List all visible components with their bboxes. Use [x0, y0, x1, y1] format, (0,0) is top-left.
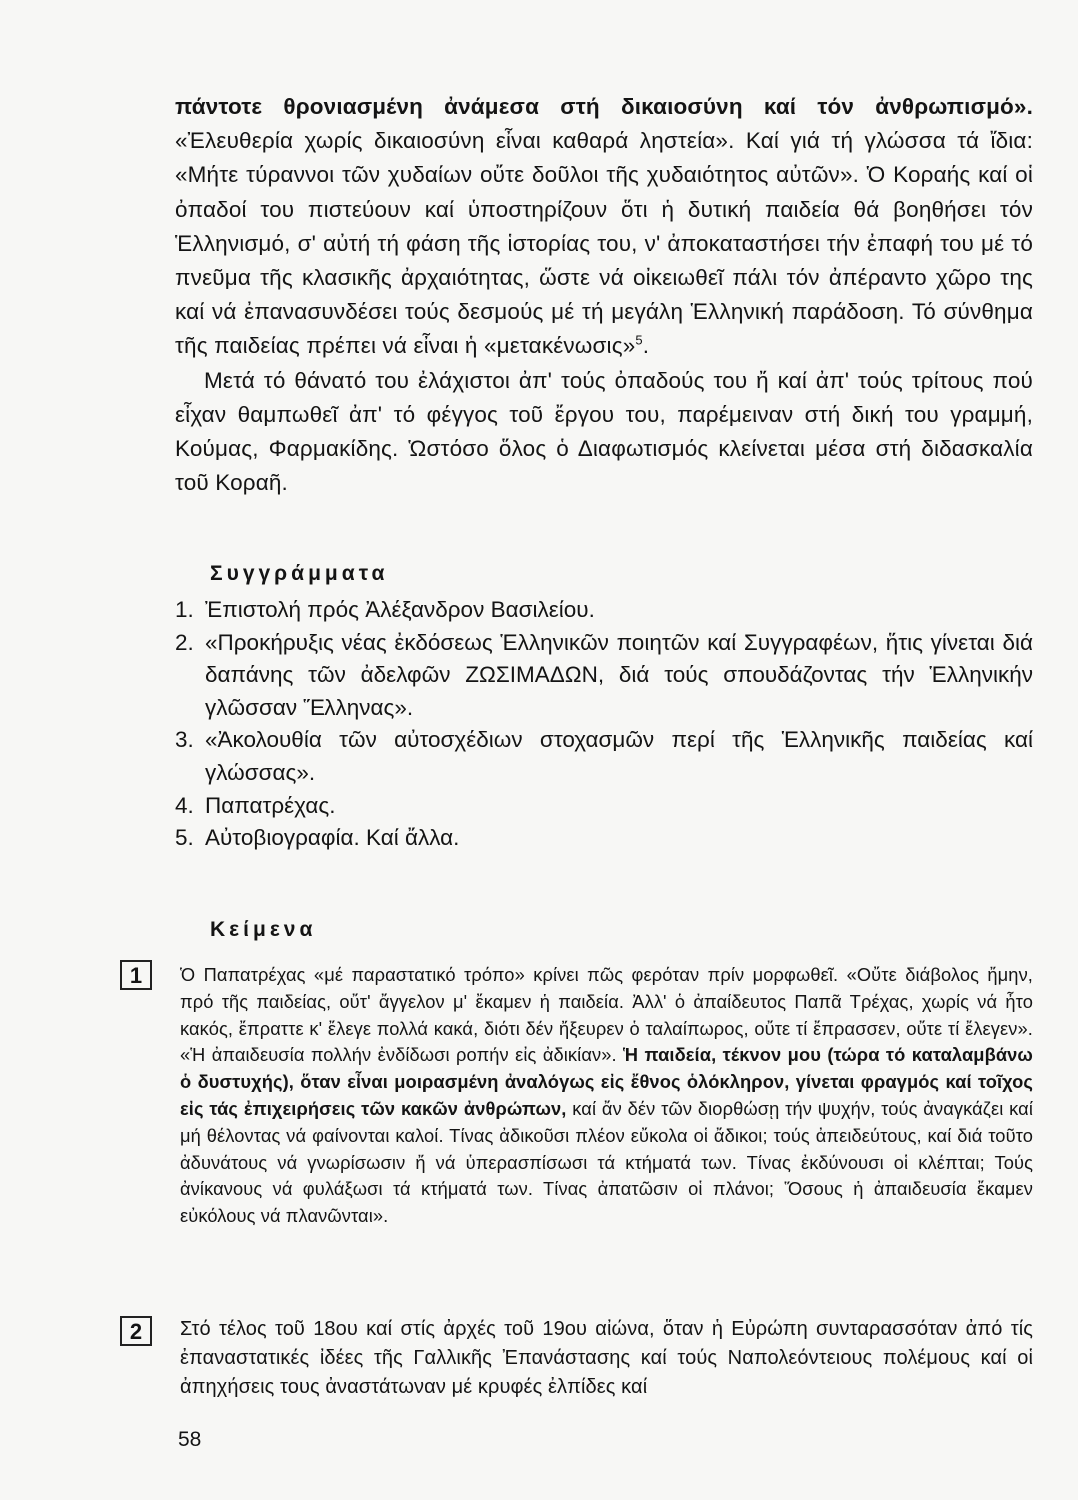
list-item — [175, 594, 1033, 627]
text-excerpt-1 — [180, 962, 1033, 1230]
excerpt-1-rest: καί ἄν δέν τῶν διορθώσῃ τήν ψυχήν, τούς ἀναγκάζει καί μή θέλοντας νά φαίνονται καλοί. Τίνας ἀδικοῦσι πλέον εὔκολα οἱ ἄδικοι; τούς ἀπειδεύτους, καί διά τοῦτο ἀδυνάτους νά γνωρίσωσιν ἤ νά ὑπερασπίσωσι τά κτήματά των. Τίνας ἐκδύνουσι οἱ κλέπται; Τούς ἀνίκανους νά φυλάξωσι τά κτήματά των. Τίνας ἀπατῶσιν οἱ πλάνοι; Ὅσους ἡ ἀπαιδευσία ἔκαμεν εὐκόλους νά πλανῶνται». — [180, 1097, 1033, 1227]
intro-paragraph-2: Μετά τό θάνατό του ἐλάχιστοι ἀπ' τούς ὀπαδούς του ἤ καί ἀπ' τούς τρίτους πού εἶχαν θαμπωθεῖ ἀπ' τό φέγγος τοῦ ἔργου του, παρέμειναν στή δική του γραμμή, Κούμας, Φαρμακίδης. Ὡστόσο ὅλος ὁ Διαφωτισμός κλείνεται μέσα στή διδασκαλία τοῦ Κοραῆ. — [175, 367, 1033, 496]
list-item-text: Ἐπιστολή πρός Ἀλέξανδρον Βασιλείου. — [205, 597, 595, 622]
list-item — [175, 724, 1033, 789]
list-item-number: 1. — [175, 597, 194, 622]
intro-paragraph-1 — [175, 90, 1033, 364]
list-item-number: 2. — [175, 629, 194, 655]
text-excerpt-2: Στό τέλος τοῦ 18ου καί στίς ἀρχές τοῦ 19ου αἰώνα, ὅταν ἡ Εὐρώπη συνταρασσόταν ἀπό τίς ἐπαναστατικές ἰδέες τῆς Γαλλικῆς Ἐπανάστασης καί τούς Ναπολεόντειους πολέμους καί οἱ ἀπηχήσεις τους ἀναστάτωναν μέ κρυφές ἐλπίδες καί — [180, 1318, 1033, 1398]
list-item-text: «Ἀκολουθία τῶν αὐτοσχέδιων στοχασμῶν περί τῆς Ἑλληνικῆς παιδείας καί γλώσσας». — [205, 727, 1033, 785]
intro-paragraph-1-body: «Ἐλευθερία χωρίς δικαιοσύνη εἶναι καθαρά ληστεία». Καί γιά τή γλώσσα τά ἴδια: «Μήτε τύραννοι τῶν χυδαίων οὔτε δοῦλοι τῆς χυδαιότητος αὐτῶν». Ὁ Κοραής καί οἱ ὀπαδοί του πιστεύουν καί ὑποστηρίζουν ὅτι ἡ δυτική παιδεία θά βοηθήσει τόν Ἑλληνισμό, σ' αὐτή τή φάση τῆς ἱστορίας του, ν' ἀποκαταστήσει τήν ἐπαφή του μέ τό πνεῦμα τῆς κλασικῆς ἀρχαιότητας, ὥστε νά οἰκειωθεῖ πάλι τόν ἀπέραντο χῶρο της καί νά ἐπανασυνδέσει τούς δεσμούς μέ τή μεγάλη Ἑλληνική παράδοση. Τό σύνθημα τῆς παιδείας πρέπει νά εἶναι ἡ «μετακένωσις» — [175, 128, 1033, 359]
footnote-ref: 5 — [635, 332, 643, 348]
list-item — [175, 790, 1033, 823]
works-heading: Συγγράμματα — [210, 562, 389, 585]
list-item-number: 4. — [175, 792, 194, 818]
intro-paragraph-1-end: . — [642, 333, 650, 359]
list-item — [175, 627, 1033, 725]
excerpt-1-bold: Ἡ παιδεία, τέκνον μου (τώρα τό καταλαμβάνω ὁ δυστυχής), ὅταν εἶναι μοιρασμένη ἀναλόγως εἰς ἔθνος ὁλόκληρον, γίνεται φραγμός καί τοῖχος εἰς τάς ἐπιχειρήσεις τῶν κακῶν ἀνθρώπων, — [180, 1044, 1033, 1119]
excerpt-1-intro: Ὁ Παπατρέχας «μέ παραστατικό τρόπο» κρίνει πῶς φερόταν πρίν μορφωθεῖ. «Οὔτε διάβολος ἤμην, πρό τῆς παιδείας, οὔτ' ἄγγελον μ' ἔκαμεν ἡ παιδεία. Ἀλλ' ὁ ἀπαίδευτος Παπᾶ Τρέχας, χωρίς νά ἦτο κακός, ἔπραττε κ' ἔλεγε πολλά κακά, διότι δέν ἤξευρεν ὁ ταλαίπωρος, οὔτε τί ἔπρασσεν, οὔτε τί ἔλεγεν». «Ἡ ἀπαιδευσία πολλήν ἐνδίδωσι ροπήν εἰς ἀδικίαν». — [180, 964, 1033, 1066]
list-item-text: Παπατρέχας. — [205, 792, 336, 818]
list-item-number: 5. — [175, 825, 194, 851]
list-item — [175, 822, 1033, 855]
list-item-text: «Προκήρυξις νέας ἐκδόσεως Ἑλληνικῶν ποιητῶν καί Συγγραφέων, ἥτις γίνεται διά δαπάνης τῶν ἀδελφῶν ΖΩΣΙΜΑΔΩΝ, διά τούς σπουδάζοντας τήν Ἑλληνικήν γλῶσσαν Ἕλληνας». — [205, 629, 1033, 720]
list-item-text: Αὐτοβιογραφία. Καί ἄλλα. — [205, 825, 460, 851]
texts-heading: Κείμενα — [210, 918, 317, 941]
intro-text — [175, 90, 1033, 500]
text-number-box-1: 1 — [120, 960, 152, 990]
works-list — [175, 594, 1033, 855]
page-number: 58 — [178, 1428, 202, 1451]
list-item-number: 3. — [175, 727, 194, 753]
intro-bold-quote: πάντοτε θρονιασμένη ἀνάμεσα στή δικαιοσύνη καί τόν ἀνθρωπισμό». — [175, 94, 1033, 119]
text-number-box-2: 2 — [120, 1316, 152, 1346]
